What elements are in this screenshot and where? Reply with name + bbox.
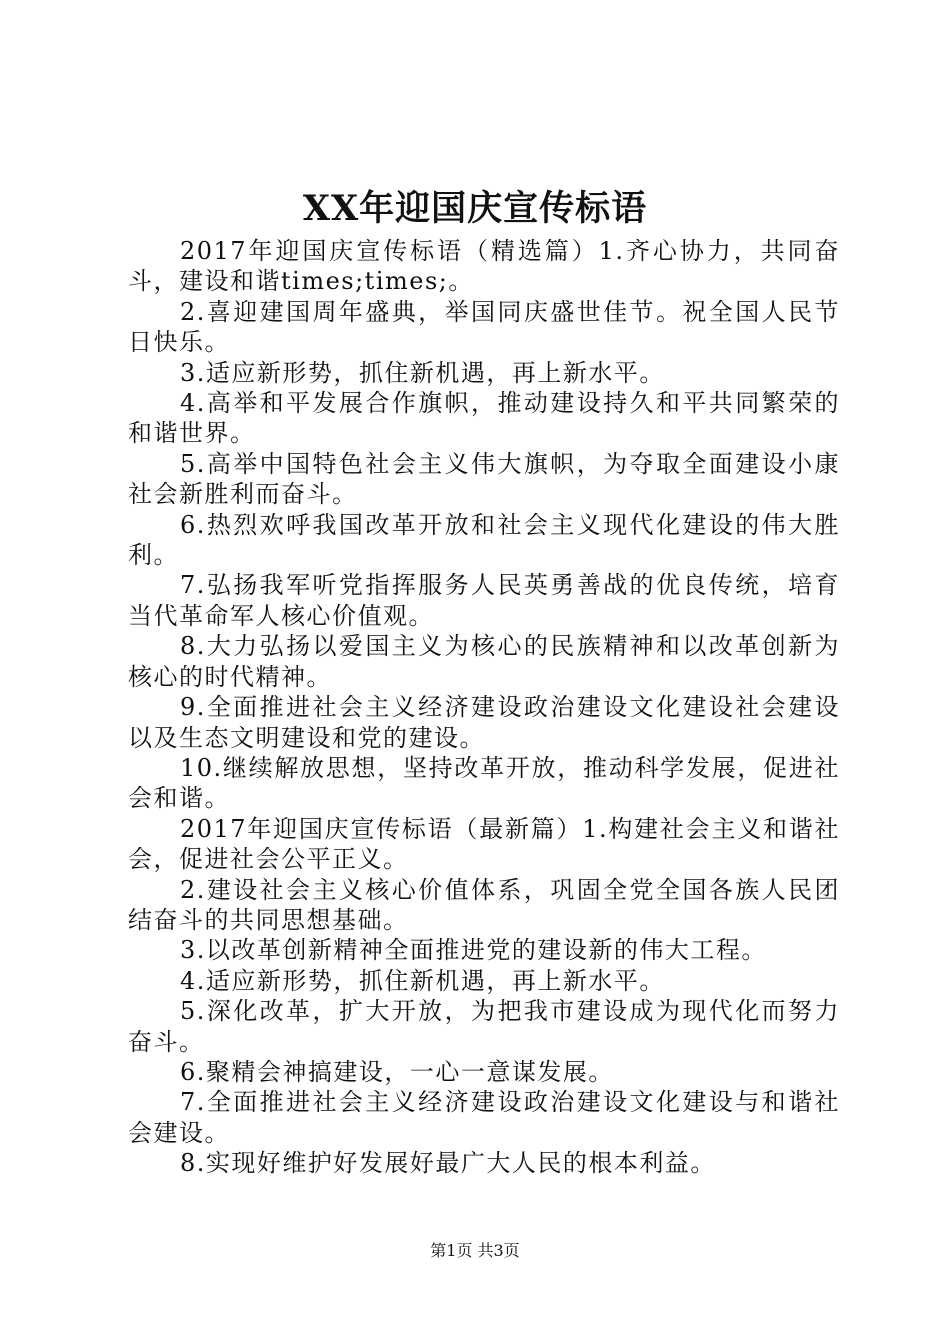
paragraph-18: 8.实现好维护好发展好最广大人民的根本利益。 (180, 1149, 716, 1178)
paragraph-2: 2.喜迎建国周年盛典，举国同庆盛世佳节。祝全国人民节日快乐。 (128, 297, 840, 357)
paragraph-5: 5.高举中国特色社会主义伟大旗帜，为夺取全面建设小康社会新胜利而奋斗。 (128, 449, 840, 509)
paragraph-12: 2.建设社会主义核心价值体系，巩固全党全国各族人民团结奋斗的共同思想基础。 (128, 875, 840, 934)
paragraph-1: 2017年迎国庆宣传标语（精选篇）1.齐心协力，共同奋斗，建设和谐times;times;。 (128, 237, 840, 296)
paragraph-10: 10.继续解放思想，坚持改革开放，推动科学发展，促进社会和谐。 (128, 753, 840, 813)
document-title: XX年迎国庆宣传标语 (302, 188, 648, 229)
paragraph-17: 7.全面推进社会主义经济建设政治建设文化建设与和谐社会建设。 (128, 1088, 840, 1147)
paragraph-7: 7.弘扬我军听党指挥服务人民英勇善战的优良传统，培育当代革命军人核心价值观。 (128, 571, 840, 630)
paragraph-14: 4.适应新形势，抓住新机遇，再上新水平。 (180, 966, 665, 995)
document-body (128, 236, 840, 1179)
paragraph-13: 3.以改革创新精神全面推进党的建设新的伟大工程。 (180, 936, 767, 965)
paragraph-8: 8.大力弘扬以爱国主义为核心的民族精神和以改革创新为核心的时代精神。 (128, 632, 840, 691)
paragraph-3: 3.适应新形势，抓住新机遇，再上新水平。 (180, 358, 665, 387)
paragraph-11: 2017年迎国庆宣传标语（最新篇）1.构建社会主义和谐社会，促进社会公平正义。 (128, 814, 840, 874)
page-footer: 第1页 共3页 (430, 1241, 520, 1260)
paragraph-4: 4.高举和平发展合作旗帜，推动建设持久和平共同繁荣的和谐世界。 (128, 389, 840, 448)
paragraph-6: 6.热烈欢呼我国改革开放和社会主义现代化建设的伟大胜利。 (128, 510, 840, 570)
paragraph-15: 5.深化改革，扩大开放，为把我市建设成为现代化而努力奋斗。 (128, 997, 840, 1056)
paragraph-16: 6.聚精会神搞建设，一心一意谋发展。 (180, 1057, 614, 1086)
paragraph-9: 9.全面推进社会主义经济建设政治建设文化建设社会建设以及生态文明建设和党的建设。 (128, 693, 840, 752)
